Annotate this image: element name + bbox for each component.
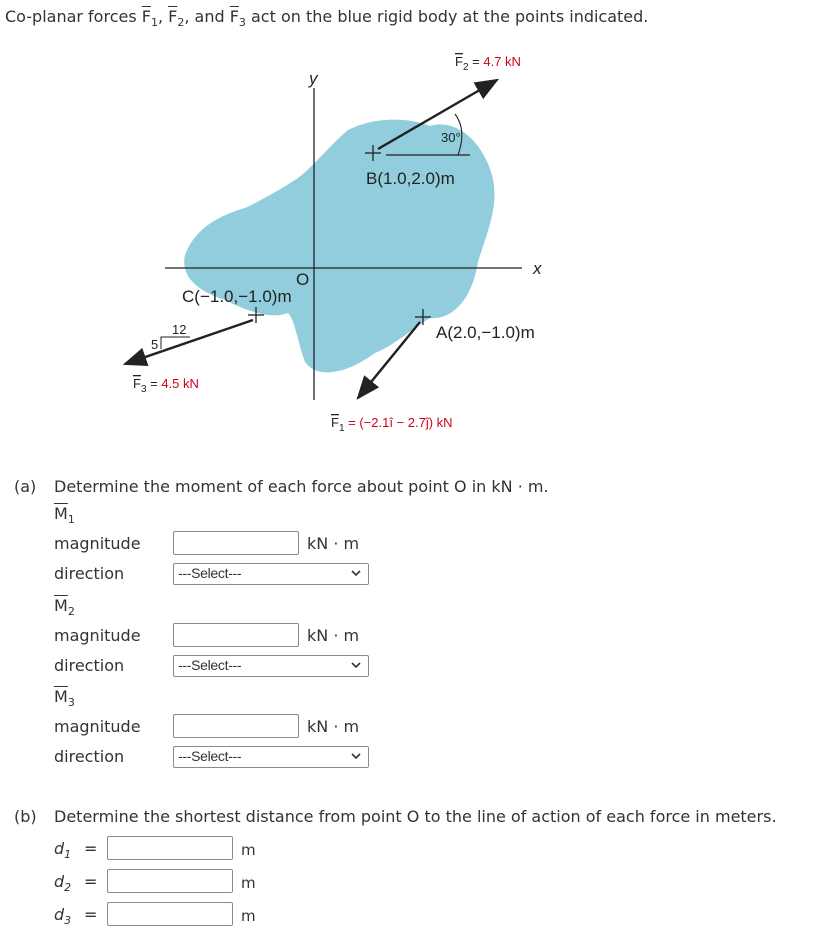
- slope-rise-label: 5: [151, 337, 159, 352]
- m1-direction-value: ---Select---: [178, 565, 242, 581]
- d2-unit: m: [241, 874, 256, 892]
- point-b-label: B(1.0,2.0)m: [366, 169, 455, 188]
- y-axis-label: y: [309, 69, 318, 88]
- m2-symbol: [54, 596, 75, 618]
- d2-letter: d: [54, 872, 65, 891]
- f2-label-subscript: 2: [462, 62, 469, 73]
- m3-direction-label: direction: [54, 747, 125, 766]
- m2-direction-value: ---Select---: [178, 657, 242, 673]
- d3-letter: d: [54, 905, 65, 924]
- d3-equals: =: [84, 905, 98, 924]
- m1-magnitude-input[interactable]: [173, 531, 299, 555]
- point-a-label: A(2.0,−1.0)m: [436, 323, 535, 342]
- m2-letter: $\overline{M}$: [54, 596, 68, 615]
- chevron-down-icon: [350, 750, 362, 762]
- f2-label-equals: =: [468, 54, 484, 69]
- d1-symbol: [54, 839, 71, 861]
- x-axis-label: x: [533, 259, 542, 278]
- d2-equals: =: [84, 872, 98, 891]
- m3-letter: $\overline{M}$: [54, 687, 68, 706]
- f3-label: [133, 376, 199, 395]
- m3-direction-select[interactable]: [173, 746, 369, 768]
- d3-unit: m: [241, 907, 256, 925]
- f2-symbol: $\overline{F}$: [168, 7, 178, 26]
- m1-direction-select[interactable]: [173, 563, 369, 585]
- intro-separator: ,: [157, 7, 169, 26]
- f3-symbol: $\overline{F}$: [229, 7, 239, 26]
- f1-value: = (−2.1î − 2.7ĵ) kN: [344, 415, 453, 430]
- m3-subscript: 3: [67, 696, 75, 710]
- m2-direction-label: direction: [54, 656, 125, 675]
- f3-label-symbol: F: [133, 376, 141, 391]
- intro-text: Co-planar forces: [5, 7, 142, 26]
- m1-direction-label: direction: [54, 564, 125, 583]
- f2-label: [455, 54, 521, 73]
- m3-direction-value: ---Select---: [178, 748, 242, 764]
- d3-input[interactable]: [107, 902, 233, 926]
- d2-subscript: 2: [64, 881, 72, 895]
- m3-magnitude-label: magnitude: [54, 717, 141, 736]
- m2-direction-select[interactable]: [173, 655, 369, 677]
- f1-label: [331, 415, 453, 434]
- intro-separator: , and: [184, 7, 230, 26]
- d1-subscript: 1: [64, 848, 72, 862]
- d1-unit: m: [241, 841, 256, 859]
- f2-value: 4.7 kN: [483, 54, 521, 69]
- d3-subscript: 3: [64, 914, 72, 927]
- f1-label-symbol: F: [331, 415, 339, 430]
- m2-unit: kN · m: [307, 626, 360, 645]
- d1-input[interactable]: [107, 836, 233, 860]
- f3-arrow: [125, 320, 253, 364]
- m1-symbol: [54, 504, 75, 526]
- m1-unit: kN · m: [307, 534, 360, 553]
- m1-letter: $\overline{M}$: [54, 504, 68, 523]
- f1-symbol: $\overline{F}$: [141, 7, 151, 26]
- d2-symbol: [54, 872, 71, 894]
- f1-subscript: 1: [150, 16, 158, 30]
- chevron-down-icon: [350, 659, 362, 671]
- m2-magnitude-label: magnitude: [54, 626, 141, 645]
- f3-label-equals: =: [146, 376, 162, 391]
- f1-label-subscript: 1: [338, 423, 345, 434]
- f3-subscript: 3: [238, 16, 246, 30]
- f2-subscript: 2: [177, 16, 185, 30]
- m2-subscript: 2: [67, 605, 75, 619]
- m2-magnitude-input[interactable]: [173, 623, 299, 647]
- m1-subscript: 1: [67, 513, 75, 527]
- angle-label: 30°: [441, 130, 461, 145]
- d1-equals: =: [84, 839, 98, 858]
- point-c-label: C(−1.0,−1.0)m: [182, 287, 292, 306]
- part-a-question: Determine the moment of each force about point O in kN · m.: [54, 477, 549, 496]
- d2-input[interactable]: [107, 869, 233, 893]
- origin-label: O: [296, 270, 310, 289]
- d3-symbol: [54, 905, 71, 927]
- part-b-label: (b): [14, 807, 37, 826]
- m1-magnitude-label: magnitude: [54, 534, 141, 553]
- intro-text-end: act on the blue rigid body at the points indicated.: [245, 7, 649, 26]
- m3-symbol: [54, 687, 75, 709]
- d1-letter: d: [54, 839, 65, 858]
- slope-run-label: 12: [172, 322, 187, 337]
- f2-label-symbol: F: [455, 54, 463, 69]
- part-a-label: (a): [14, 477, 37, 496]
- f3-value: 4.5 kN: [161, 376, 199, 391]
- f3-label-subscript: 3: [140, 384, 147, 395]
- part-b-question: Determine the shortest distance from point O to the line of action of each force in meters.: [54, 807, 777, 826]
- chevron-down-icon: [350, 567, 362, 579]
- m3-magnitude-input[interactable]: [173, 714, 299, 738]
- m3-unit: kN · m: [307, 717, 360, 736]
